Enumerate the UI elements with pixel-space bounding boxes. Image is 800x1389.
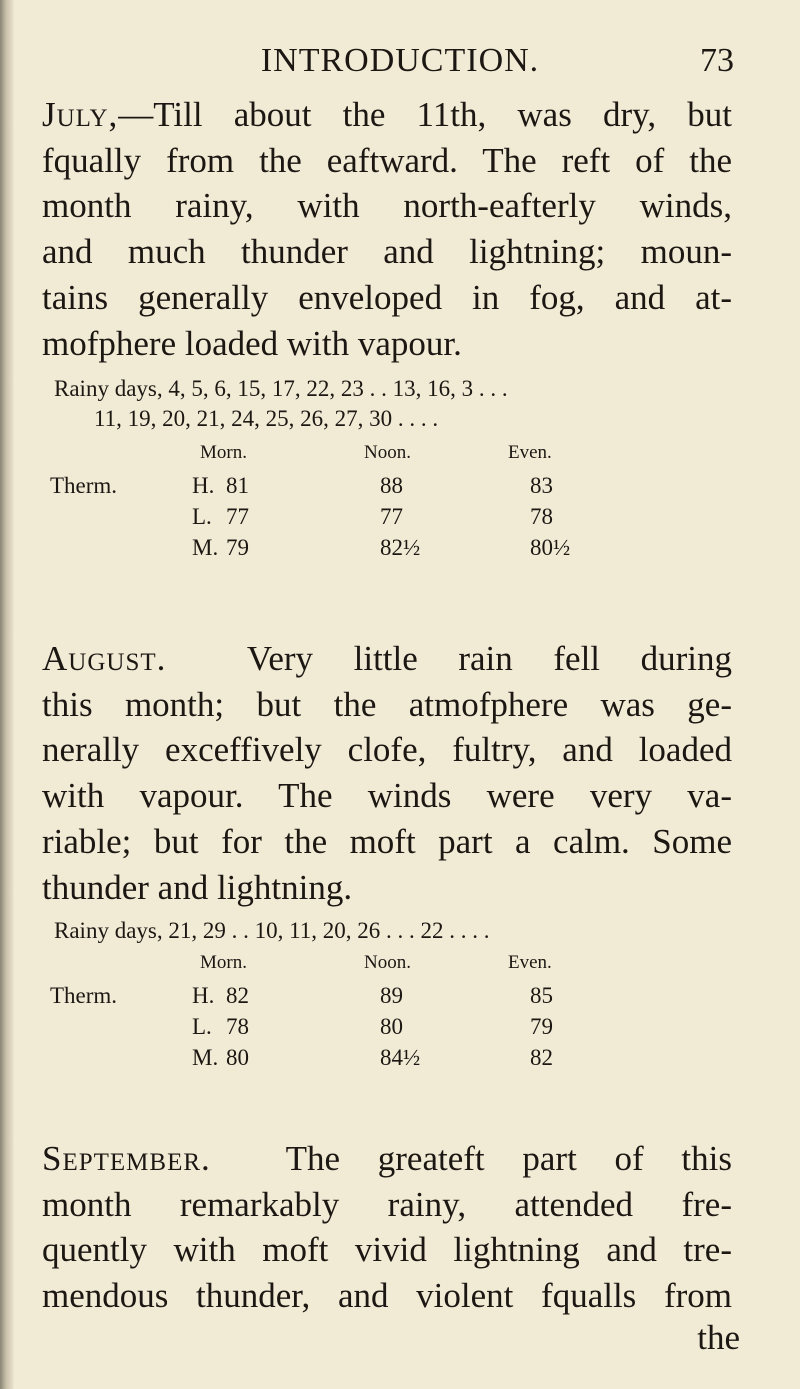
col-header-evening: Even. bbox=[508, 952, 552, 973]
line-text: The greateft part of this bbox=[210, 1139, 732, 1178]
therm-row-low bbox=[50, 1014, 770, 1045]
paragraph-line: riable; but for the moft part a calm. Some bbox=[42, 821, 732, 861]
september-paragraph bbox=[42, 1136, 732, 1319]
col-header-morning: Morn. bbox=[200, 952, 247, 973]
running-title: INTRODUCTION. bbox=[260, 42, 540, 79]
therm-header-row bbox=[50, 952, 770, 983]
paragraph-line: and much thunder and lightning; moun- bbox=[42, 232, 732, 272]
paragraph-line: quently with moft vivid lightning and tre- bbox=[42, 1230, 732, 1270]
therm-row-high bbox=[50, 983, 770, 1014]
catchword: the bbox=[697, 1318, 740, 1357]
therm-row-mean bbox=[50, 1045, 770, 1076]
col-header-morning: Morn. bbox=[200, 442, 247, 463]
page-number: 73 bbox=[700, 42, 734, 79]
rainy-days-line: Rainy days, 21, 29 . . 10, 11, 20, 26 . . . 22 . . . . bbox=[54, 918, 490, 943]
july-paragraph bbox=[42, 92, 732, 366]
noon-value: 77 bbox=[380, 504, 403, 529]
therm-row-low bbox=[50, 504, 770, 535]
noon-value: 88 bbox=[380, 473, 403, 498]
col-header-noon: Noon. bbox=[364, 952, 411, 973]
page-gutter-shadow bbox=[0, 0, 14, 1389]
paragraph-line: nerally exceffively clofe, fultry, and loaded bbox=[42, 730, 732, 770]
august-thermometer-table bbox=[50, 952, 770, 1076]
line-text: —Till about the 11th, was dry, but bbox=[118, 95, 732, 134]
therm-row-high bbox=[50, 473, 770, 504]
august-paragraph bbox=[42, 636, 732, 910]
july-rainy-days bbox=[54, 374, 754, 434]
morning-value: 81 bbox=[226, 473, 249, 498]
paragraph-line: this month; but the atmofphere was ge- bbox=[42, 684, 732, 724]
paragraph-line: month rainy, with north-eafterly winds, bbox=[42, 186, 732, 226]
paragraph-line: thunder and lightning. bbox=[42, 867, 353, 907]
row-key: M. bbox=[192, 535, 219, 560]
evening-value: 80½ bbox=[530, 535, 571, 560]
noon-value: 89 bbox=[380, 983, 403, 1008]
noon-value: 80 bbox=[380, 1014, 403, 1039]
col-header-noon: Noon. bbox=[364, 442, 411, 463]
paragraph-line: mendous thunder, and violent fqualls from bbox=[42, 1276, 732, 1316]
paragraph-line: fqually from the eaftward. The reft of the bbox=[42, 140, 732, 180]
morning-value: 82 bbox=[226, 983, 249, 1008]
row-key: M. bbox=[192, 1045, 219, 1070]
month-heading: August. bbox=[42, 639, 167, 678]
row-key: L. bbox=[192, 1014, 212, 1039]
paragraph-line: mofphere loaded with vapour. bbox=[42, 323, 462, 363]
running-header bbox=[0, 42, 800, 86]
col-header-evening: Even. bbox=[508, 442, 552, 463]
row-key: H. bbox=[192, 983, 215, 1008]
therm-row-mean bbox=[50, 535, 770, 566]
therm-label: Therm. bbox=[50, 473, 118, 498]
paragraph-line bbox=[42, 1136, 732, 1182]
evening-value: 78 bbox=[530, 504, 553, 529]
paragraph-line bbox=[42, 636, 732, 682]
month-heading: September. bbox=[42, 1139, 211, 1178]
therm-header-row bbox=[50, 442, 770, 473]
therm-label: Therm. bbox=[50, 983, 118, 1008]
paragraph-line: month remarkably rainy, attended fre- bbox=[42, 1184, 732, 1224]
row-key: L. bbox=[192, 504, 212, 529]
july-thermometer-table bbox=[50, 442, 770, 566]
evening-value: 83 bbox=[530, 473, 553, 498]
evening-value: 82 bbox=[530, 1045, 553, 1070]
rainy-days-line: 11, 19, 20, 21, 24, 25, 26, 27, 30 . . . . bbox=[94, 406, 439, 431]
paragraph-line bbox=[42, 92, 732, 138]
noon-value: 82½ bbox=[380, 535, 421, 560]
evening-value: 85 bbox=[530, 983, 553, 1008]
morning-value: 79 bbox=[226, 535, 249, 560]
august-rainy-days bbox=[54, 916, 754, 946]
paragraph-line: with vapour. The winds were very va- bbox=[42, 776, 732, 816]
month-heading: July, bbox=[42, 95, 119, 134]
noon-value: 84½ bbox=[380, 1045, 421, 1070]
row-key: H. bbox=[192, 473, 215, 498]
rainy-days-line: Rainy days, 4, 5, 6, 15, 17, 22, 23 . . 13, 16, 3 . . . bbox=[54, 376, 508, 401]
paragraph-line: tains generally enveloped in fog, and at- bbox=[42, 277, 732, 317]
morning-value: 80 bbox=[226, 1045, 249, 1070]
line-text: Very little rain fell during bbox=[166, 639, 732, 678]
evening-value: 79 bbox=[530, 1014, 553, 1039]
morning-value: 77 bbox=[226, 504, 249, 529]
morning-value: 78 bbox=[226, 1014, 249, 1039]
